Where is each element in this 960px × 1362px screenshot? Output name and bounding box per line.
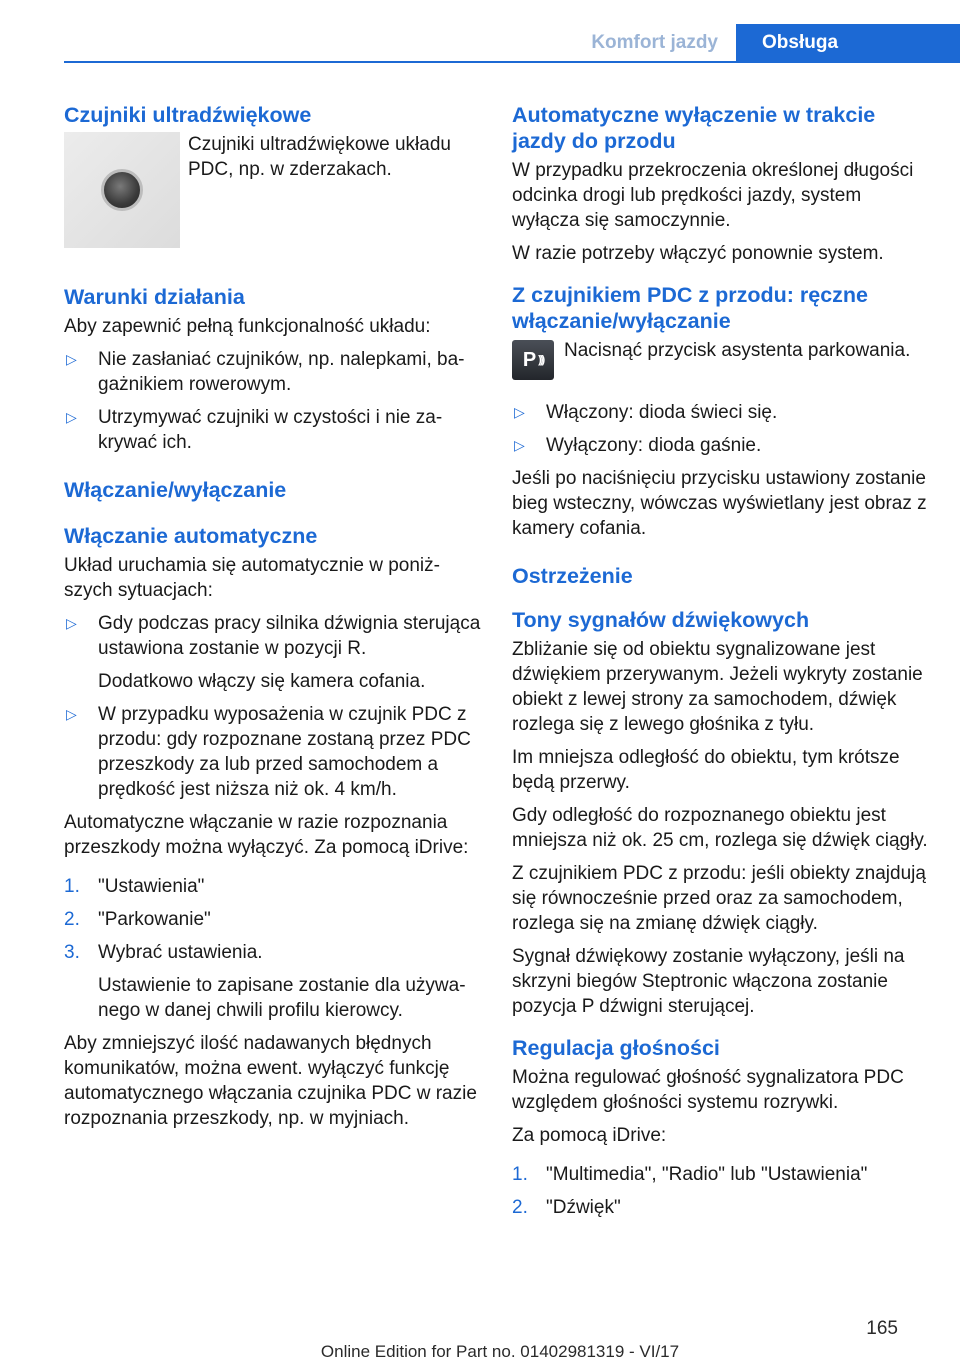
- volume-steps-list: [512, 1162, 932, 1220]
- list-item: ▷ Utrzymywać czujniki w czystości i nie zakrywać ich.: [66, 407, 443, 453]
- heading-manual: Z czujnikiem PDC z przodu: ręczne włączanie/wyłączanie: [512, 283, 868, 333]
- tones-p2: Im mniejsza odległość do obiektu, tym krótsze będą przerwy.: [512, 747, 900, 793]
- ultrasonic-sensor-icon: [101, 169, 143, 211]
- triangle-bullet-icon: ▷: [66, 409, 77, 425]
- heading-sensors: Czujniki ultradźwiękowe: [64, 103, 312, 127]
- reduce-text: Aby zmniejszyć ilość nadawanych błędnych komunikatów, można ewent. wyłączyć funkcję automatycznego włączania czujnika PDC w razie rozpoznania przeszkody, np. w myjniach.: [64, 1033, 477, 1129]
- sensor-block: [64, 132, 482, 248]
- list-item: 1. "Ustawienia": [64, 876, 205, 897]
- auto-off-p2: W razie potrzeby włączyć ponownie system.: [512, 243, 884, 264]
- tones-p4: Z czujnikiem PDC z przodu: jeśli obiekty znajdują się równocześnie przed oraz za samochodem, rozlega się na zmianę dźwięk ciągły.: [512, 863, 926, 934]
- list-item: 3. Wybrać ustawienia. Ustawienie to zapisane zostanie dla używanego w danej chwili profilu kierowcy.: [64, 942, 466, 1021]
- list-item: 2. "Dźwięk": [512, 1197, 621, 1218]
- auto-off-text: Automatyczne włączanie w razie rozpoznania przeszkody można wyłączyć. Za pomocą iDrive:: [64, 812, 469, 858]
- list-item: 1. "Multimedia", "Radio" lub "Ustawienia": [512, 1164, 868, 1185]
- list-item: 2. "Parkowanie": [64, 909, 211, 930]
- tones-p1: Zbliżanie się od obiektu sygnalizowane jest dźwiękiem przerywanym. Jeżeli wykryty zostanie obiekt z lewej strony za samochodem, dźwięk rozlega się z lewego głośnika z tyłu.: [512, 639, 923, 735]
- heading-tones: Tony sygnałów dźwiękowych: [512, 608, 810, 632]
- list-item: ▷ Nie zasłaniać czujników, np. nalepkami, bagażnikiem rowerowym.: [66, 349, 465, 395]
- section-tab: Komfort jazdy: [573, 24, 736, 62]
- park-assist-button-icon: P ))): [512, 340, 554, 380]
- auto-off-p1: W przypadku przekroczenia określonej długości odcinka drogi lub prędkości jazdy, system wyłącza się samoczynnie.: [512, 160, 914, 231]
- header-rule: [64, 61, 960, 63]
- volume-p1: Można regulować głośność sygnalizatora PDC względem głośności systemu rozrywki.: [512, 1067, 904, 1113]
- left-column: [64, 102, 482, 1139]
- triangle-bullet-icon: ▷: [66, 706, 77, 722]
- button-text: Nacisnąć przycisk asystenta parkowania.: [564, 340, 911, 361]
- page-number: 165: [866, 1318, 898, 1339]
- list-item: ▷ Wyłączony: dioda gaśnie.: [514, 435, 762, 456]
- reverse-text: Jeśli po naciśnięciu przycisku ustawiony zostanie bieg wsteczny, wówczas wyświetlany jest obraz z kamery cofania.: [512, 468, 927, 539]
- conditions-intro: Aby zapewnić pełną funkcjonalność układu:: [64, 316, 431, 337]
- chapter-tab: Obsługa: [736, 24, 960, 62]
- steps-list: [64, 874, 482, 1023]
- list-item: ▷ Gdy podczas pracy silnika dźwignia sterująca ustawiona zostanie w pozycji R. Dodatkowo włączy się kamera cofania.: [66, 613, 481, 692]
- heading-onoff: Włączanie/wyłączanie: [64, 478, 287, 502]
- heading-auto: Włączanie automatyczne: [64, 524, 318, 548]
- sensors-text: Czujniki ultradźwiękowe układu PDC, np. w zderzakach.: [188, 134, 451, 180]
- auto-list: [64, 611, 482, 802]
- page-header: [573, 24, 960, 62]
- volume-p2: Za pomocą iDrive:: [512, 1125, 667, 1146]
- triangle-bullet-icon: ▷: [66, 615, 77, 631]
- conditions-list: [64, 347, 482, 455]
- triangle-bullet-icon: ▷: [514, 404, 525, 420]
- heading-auto-off: Automatyczne wyłączenie w trakcie jazdy do przodu: [512, 103, 876, 153]
- heading-warning: Ostrzeżenie: [512, 564, 633, 588]
- list-item: ▷ W przypadku wyposażenia w czujnik PDC z przodu: gdy rozpoznane zostaną przez PDC przeszkody za lub przed samochodem a prędkość jest niższa niż ok. 4 km/h.: [66, 704, 471, 800]
- heading-conditions: Warunki działania: [64, 285, 245, 309]
- auto-intro: Układ uruchamia się automatycznie w poniższych sytuacjach:: [64, 555, 440, 601]
- right-column: [512, 102, 932, 1228]
- tones-p3: Gdy odległość do rozpoznanego obiektu jest mniejsza niż ok. 25 cm, rozlega się dźwięk ciągły.: [512, 805, 928, 851]
- button-block: [512, 338, 932, 380]
- button-list: [512, 400, 932, 458]
- sensor-image: [64, 132, 180, 248]
- edition-footer: Online Edition for Part no. 01402981319 - VI/17: [320, 1342, 680, 1361]
- list-item: ▷ Włączony: dioda świeci się.: [514, 402, 778, 423]
- triangle-bullet-icon: ▷: [66, 351, 77, 367]
- tones-p5: Sygnał dźwiękowy zostanie wyłączony, jeśli na skrzyni biegów Steptronic włączona zostanie pozycja P dźwigni sterującej.: [512, 946, 905, 1017]
- heading-volume: Regulacja głośności: [512, 1036, 720, 1060]
- triangle-bullet-icon: ▷: [514, 437, 525, 453]
